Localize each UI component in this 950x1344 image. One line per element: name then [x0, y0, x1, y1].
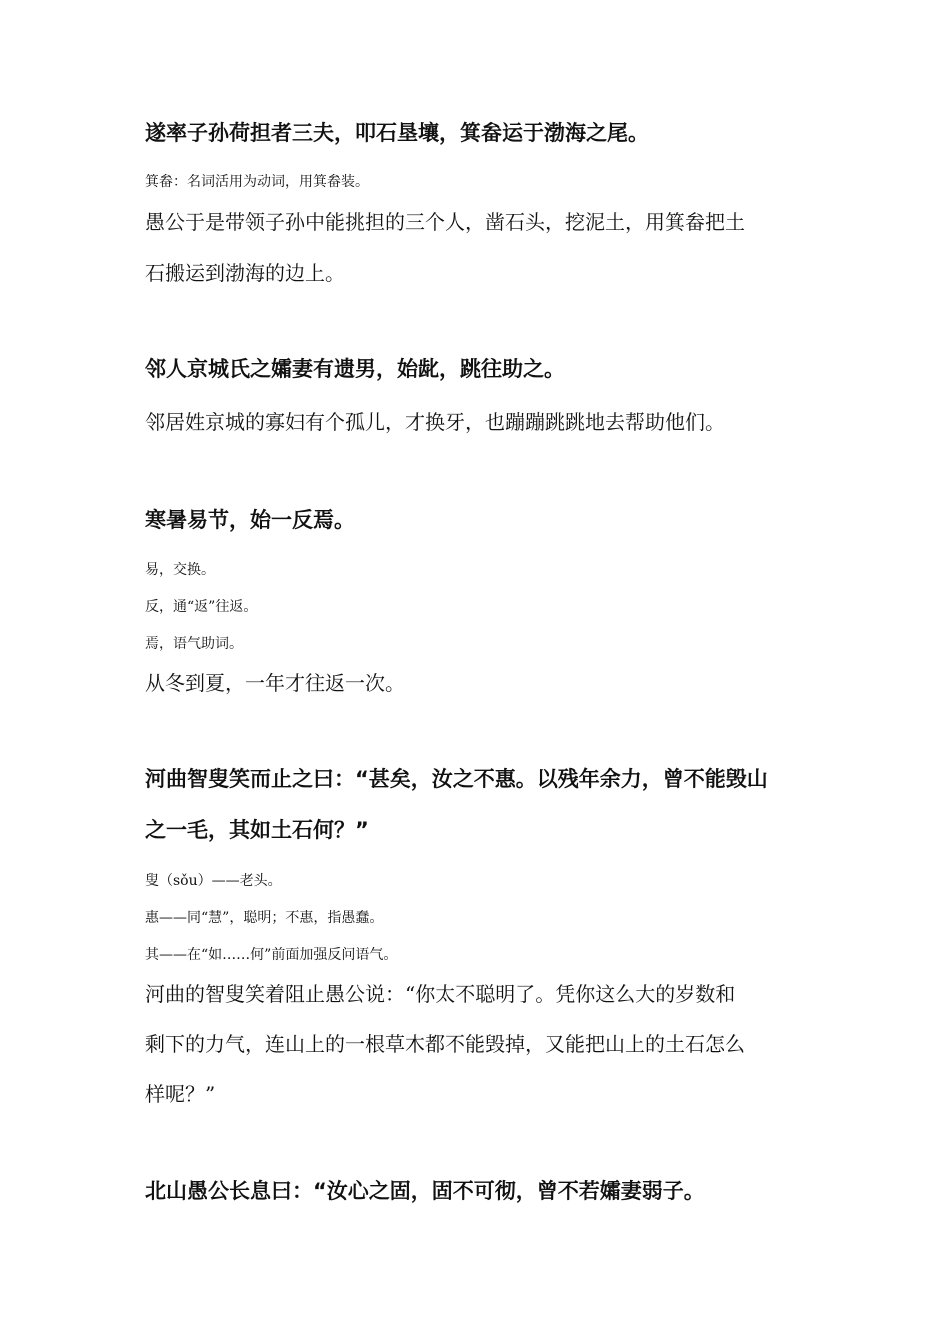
classical-text-line: 遂率子孙荷担者三夫，叩石垦壤，箕畚运于渤海之尾。 — [145, 121, 649, 145]
annotation-note: 其——在“如……何”前面加强反问语气。 — [145, 947, 398, 963]
annotation-note: 箕畚：名词活用为动词，用箕畚装。 — [145, 174, 369, 190]
classical-text-line: 北山愚公长息曰：“汝心之固，固不可彻，曾不若孀妻弱子。 — [145, 1179, 705, 1203]
classical-text-line: 邻人京城氏之孀妻有遗男，始龀，跳往助之。 — [145, 357, 565, 381]
translation-line: 石搬运到渤海的边上。 — [145, 261, 345, 285]
translation-line: 邻居姓京城的寡妇有个孤儿，才换牙，也蹦蹦跳跳地去帮助他们。 — [145, 410, 725, 434]
classical-text-line: 之一毛，其如土石何？” — [145, 818, 369, 842]
annotation-note: 易，交换。 — [145, 562, 215, 578]
translation-line: 从冬到夏，一年才往返一次。 — [145, 671, 405, 695]
classical-text-line: 河曲智叟笑而止之曰：“甚矣，汝之不惠。以残年余力，曾不能毁山 — [145, 767, 768, 791]
annotation-note: 叟（sǒu）——老头。 — [145, 873, 282, 889]
translation-line: 样呢？” — [145, 1082, 216, 1106]
annotation-note: 反，通“返”往返。 — [145, 599, 258, 615]
translation-line: 剩下的力气，连山上的一根草木都不能毁掉，又能把山上的土石怎么 — [145, 1032, 745, 1056]
translation-line: 愚公于是带领子孙中能挑担的三个人，凿石头，挖泥土，用箕畚把土 — [145, 210, 745, 234]
annotation-note: 惠——同“慧”，聪明；不惠，指愚蠢。 — [145, 910, 384, 926]
translation-line: 河曲的智叟笑着阻止愚公说：“你太不聪明了。凭你这么大的岁数和 — [145, 982, 736, 1006]
annotation-note: 焉，语气助词。 — [145, 636, 243, 652]
classical-text-line: 寒暑易节，始一反焉。 — [145, 508, 355, 532]
